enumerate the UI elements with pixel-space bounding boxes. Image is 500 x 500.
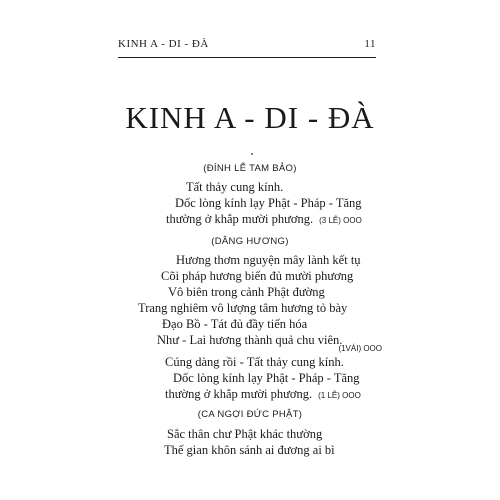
verse-line: Vô biên trong cảnh Phật đường — [168, 285, 325, 299]
verse-line: Thế gian khôn sánh ai đương ai bì — [164, 443, 335, 457]
prostration-note: (1 LỄ) OOO — [318, 391, 361, 400]
page-title: KINH A - DI - ĐÀ — [125, 100, 375, 135]
verse-line: Cõi pháp hương biến đủ mười phương — [161, 269, 354, 283]
verse-line: Tất thảy cung kính. — [186, 180, 284, 194]
verse-line: Đạo Bồ - Tát đủ đầy tiến hóa — [162, 317, 308, 331]
prostration-note: (1VÁI) OOO — [338, 344, 382, 353]
prostration-note: (3 LỄ) OOO — [319, 216, 362, 225]
verse-line: Hương thơm nguyện mây lành kết tụ — [176, 253, 361, 267]
running-head — [118, 38, 376, 50]
section-heading-ca-ngoi: (CA NGỢI ĐỨC PHẬT) — [197, 409, 303, 420]
verse-line: Cúng dàng rồi - Tất thảy cung kính. — [165, 355, 344, 369]
verse-line: Dốc lòng kính lạy Phật - Pháp - Tăng — [173, 371, 360, 385]
decorative-dot — [251, 153, 253, 155]
verse-line: Như - Lai hương thành quả chu viên. — [157, 333, 343, 347]
section-heading-dang-huong: (DÂNG HƯƠNG) — [211, 236, 289, 247]
section-heading-dinh-le: (ĐÍNH LỄ TAM BẢO) — [203, 163, 297, 174]
verse-line: Trang nghiêm vô lượng tâm hương tỏ bày — [138, 301, 348, 315]
verse-line: Sắc thân chư Phật khác thường — [167, 427, 323, 441]
verse-line: Dốc lòng kính lạy Phật - Pháp - Tăng — [175, 196, 362, 210]
header-rule — [118, 57, 376, 58]
running-head-title: KINH A - DI - ĐÀ — [118, 38, 209, 50]
verse-line: thường ở khắp mười phương. (3 LỄ) OOO — [166, 212, 362, 226]
page-number: 11 — [364, 38, 376, 50]
verse-line: thường ở khắp mười phương. (1 LỄ) OOO — [165, 387, 361, 401]
